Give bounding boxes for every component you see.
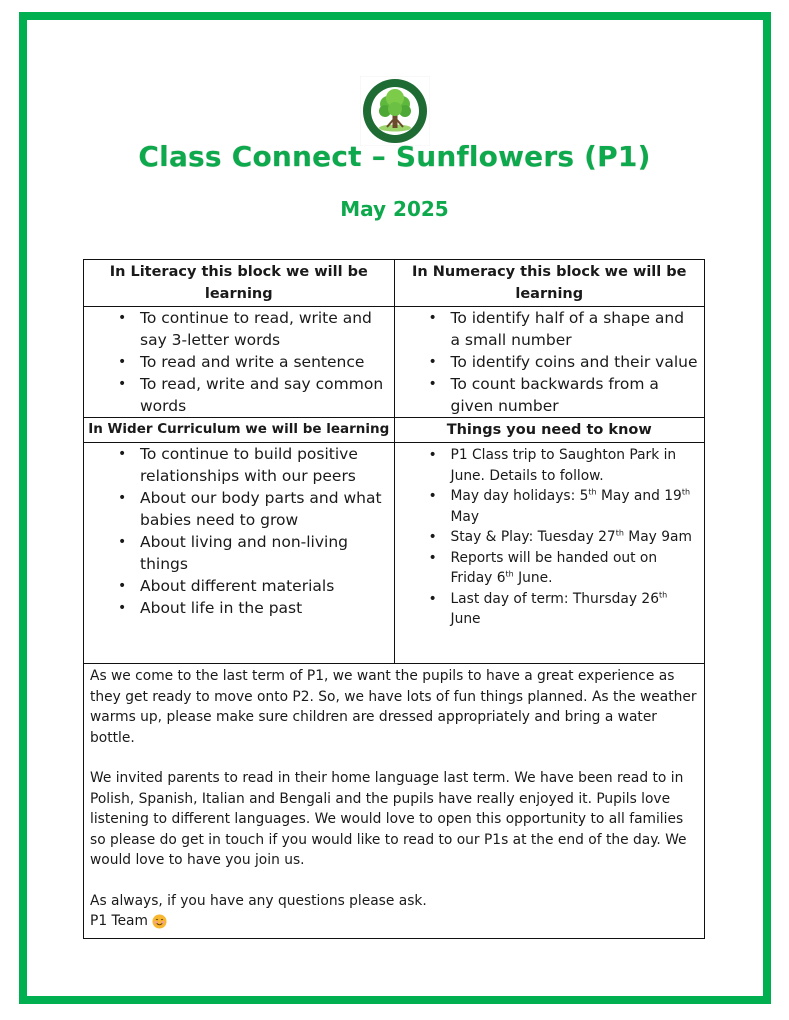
- page-subtitle-date: May 2025: [340, 197, 449, 221]
- list-item: • About different materials: [140, 575, 388, 597]
- list-item: • About life in the past: [140, 597, 388, 619]
- school-tree-logo-icon: [360, 76, 430, 146]
- things-to-know-cell: [394, 443, 705, 664]
- list-item: • To continue to build positive relationships with our peers: [140, 443, 388, 487]
- list-item: • P1 Class trip to Saughton Park in June. Details to follow.: [451, 445, 699, 486]
- literacy-cell: [84, 307, 395, 418]
- page-title: Class Connect – Sunflowers (P1): [138, 140, 651, 173]
- list-item: • Reports will be handed out on Friday 6th June.: [451, 548, 699, 589]
- list-item: • To read, write and say common words: [140, 373, 388, 417]
- signoff: P1 Team: [90, 913, 148, 929]
- newsletter-table: [83, 259, 705, 939]
- notes-paragraph: We invited parents to read in their home language last term. We have been read to in Polish, Spanish, Italian and Bengali and the pupils have really enjoyed it. Pupils love listening to different languages. We would love to open this opportunity to all families so please do get in touch if you would like to read to our P1s at the end of the day. We would love to have you join us.: [90, 770, 687, 868]
- numeracy-cell: [394, 307, 705, 418]
- wider-curriculum-list: [84, 443, 394, 619]
- things-to-know-list: [395, 443, 705, 630]
- list-item: • Last day of term: Thursday 26th June: [451, 589, 699, 630]
- literacy-list: [84, 307, 394, 417]
- literacy-heading: In Literacy this block we will be learning: [84, 260, 395, 307]
- list-item: • About our body parts and what babies need to grow: [140, 487, 388, 531]
- list-item: • To count backwards from a given number: [451, 373, 699, 417]
- notes-closing: As always, if you have any questions please ask. P1 Team: [90, 892, 427, 929]
- school-logo: [360, 76, 430, 146]
- list-item: • About living and non-living things: [140, 531, 388, 575]
- list-item: • To read and write a sentence: [140, 351, 388, 373]
- numeracy-heading: In Numeracy this block we will be learning: [394, 260, 705, 307]
- wider-curriculum-cell: [84, 443, 395, 664]
- list-item: • To continue to read, write and say 3-letter words: [140, 307, 388, 351]
- list-item: • May day holidays: 5th May and 19th May: [451, 486, 699, 527]
- list-item: • Stay & Play: Tuesday 27th May 9am: [451, 527, 699, 548]
- things-to-know-heading: Things you need to know: [394, 418, 705, 443]
- notes-cell: [84, 664, 705, 939]
- list-item: • To identify coins and their value: [451, 351, 699, 373]
- list-item: • To identify half of a shape and a small number: [451, 307, 699, 351]
- notes-paragraph: As we come to the last term of P1, we want the pupils to have a great experience as they get ready to move onto P2. So, we have lots of fun things planned. As the weather warms up, please make sure children are dressed appropriately and bring a water bottle.: [90, 668, 697, 746]
- numeracy-list: [395, 307, 705, 417]
- wider-curriculum-heading: In Wider Curriculum we will be learning: [84, 418, 395, 443]
- smiling-face-icon: [152, 914, 167, 929]
